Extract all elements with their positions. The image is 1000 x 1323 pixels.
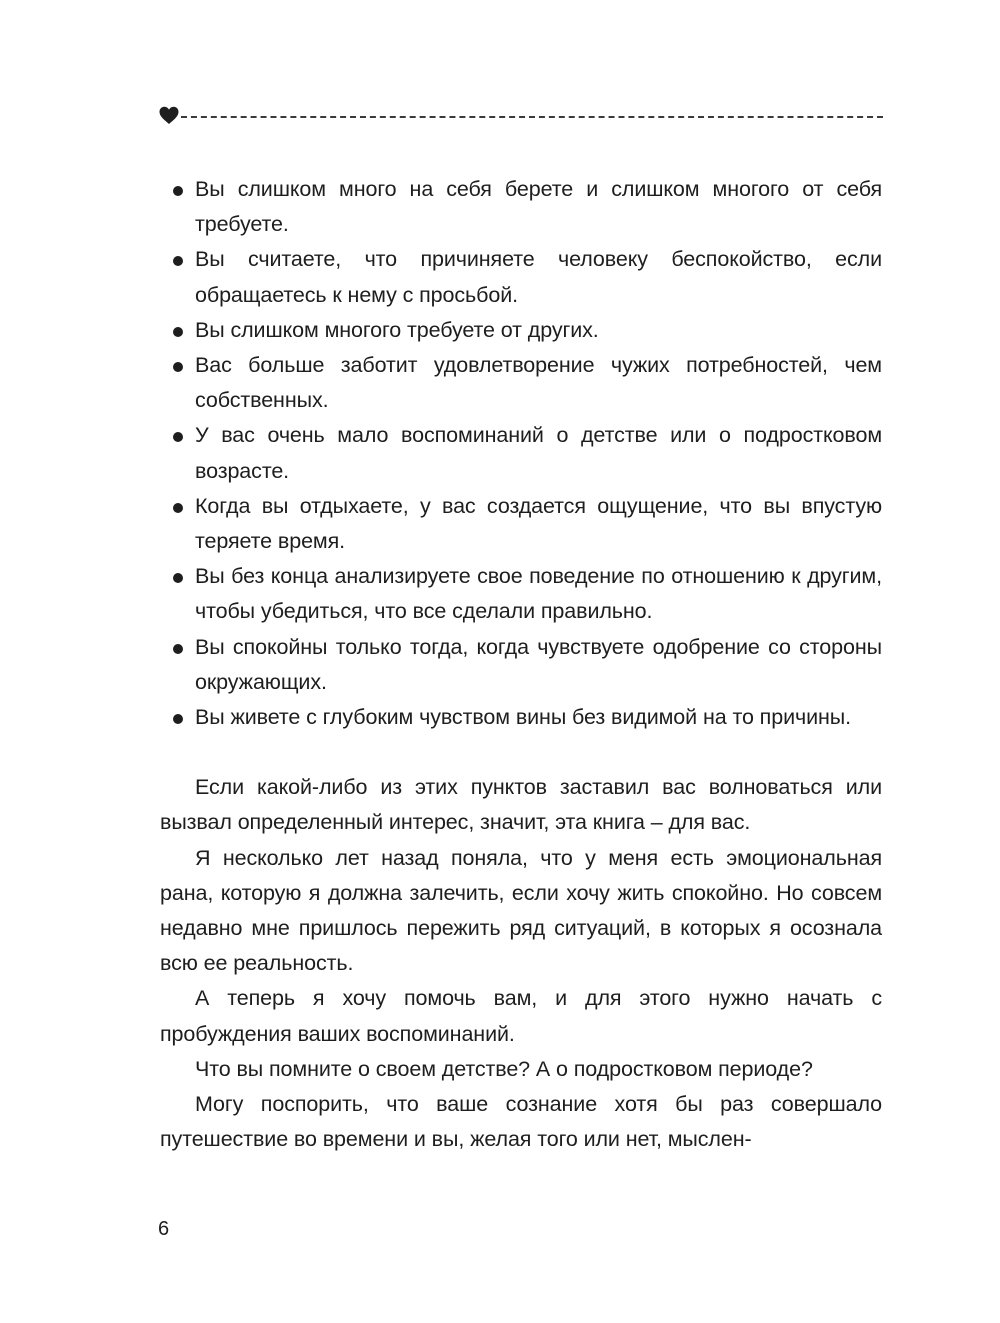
- bullet-dot-icon: [173, 714, 183, 724]
- paragraph: Если какой-либо из этих пунктов заставил вас волноваться или вызвал определенный интерес, значит, эта книга – для вас.: [160, 775, 882, 835]
- bullet-item: Вас больше заботит удовлетворение чужих потребностей, чем собственных.: [160, 348, 882, 418]
- bullet-list: [160, 172, 882, 735]
- bullet-dot-icon: [173, 256, 183, 266]
- body-paragraphs: [160, 770, 882, 1157]
- bullet-item: У вас очень мало воспоминаний о детстве или о подростковом возрасте.: [160, 418, 882, 488]
- bullet-item: Вы считаете, что причиняете человеку беспокойство, если обращаетесь к нему с просьбой.: [160, 242, 882, 312]
- bullet-item: Когда вы отдыхаете, у вас создается ощущение, что вы впустую теряете время.: [160, 489, 882, 559]
- bullet-dot-icon: [173, 186, 183, 196]
- paragraph: Что вы помните о своем детстве? А о подростковом периоде?: [195, 1056, 813, 1081]
- paragraph: А теперь я хочу помочь вам, и для этого нужно начать с пробуждения ваших воспоминаний.: [160, 986, 882, 1046]
- paragraph: Могу поспорить, что ваше сознание хотя бы раз совершало путешествие во времени и вы, желая того или нет, мыслен-: [160, 1092, 882, 1152]
- bullet-item: Вы спокойны только тогда, когда чувствуете одобрение со стороны окружающих.: [160, 630, 882, 700]
- bullet-dot-icon: [173, 432, 183, 442]
- bullet-dot-icon: [173, 327, 183, 337]
- bullet-dot-icon: [173, 503, 183, 513]
- bullet-item: Вы без конца анализируете свое поведение по отношению к другим, чтобы убедиться, что все сделали правильно.: [160, 559, 882, 629]
- page-body: [160, 172, 882, 1157]
- header-ornament-rule: [159, 106, 883, 128]
- bullet-item: Вы слишком многого требуете от других.: [160, 313, 882, 348]
- paragraph: Я несколько лет назад поняла, что у меня есть эмоциональная рана, которую я должна залечить, если хочу жить спокойно. Но совсем недавно мне пришлось пережить ряд ситуаций, в которых я осознала всю ее реальность.: [160, 845, 882, 976]
- bullet-dot-icon: [173, 644, 183, 654]
- heart-icon: [159, 106, 179, 126]
- bullet-dot-icon: [173, 573, 183, 583]
- page-number: 6: [158, 1218, 170, 1240]
- bullet-item: Вы слишком много на себя берете и слишком многого от себя требуете.: [160, 172, 882, 242]
- bullet-dot-icon: [173, 362, 183, 372]
- dashed-divider: [181, 116, 883, 118]
- bullet-item: Вы живете с глубоким чувством вины без видимой на то причины.: [160, 700, 882, 735]
